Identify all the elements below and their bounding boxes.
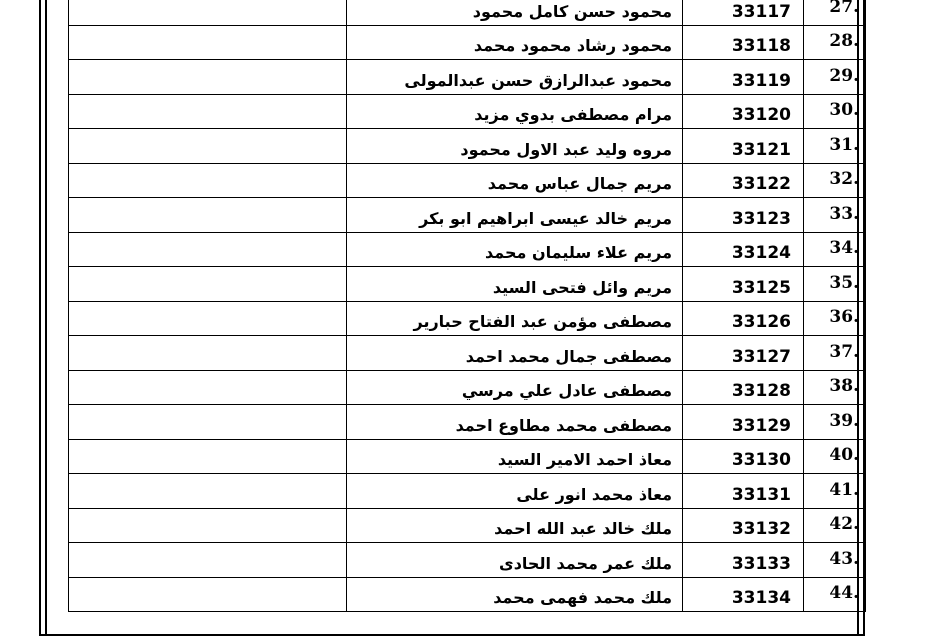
row-number-cell: 43. (804, 543, 866, 578)
blank-cell (69, 577, 347, 612)
blank-cell (69, 232, 347, 267)
blank-cell (69, 60, 347, 95)
table-row (69, 94, 866, 129)
row-number-cell: 39. (804, 405, 866, 440)
row-number-cell: 42. (804, 508, 866, 543)
row-number-cell: 34. (804, 232, 866, 267)
table-row (69, 198, 866, 233)
student-name-cell: ملك محمد فهمى محمد (347, 577, 683, 612)
blank-cell (69, 267, 347, 302)
student-code-cell: 33130 (683, 439, 804, 474)
student-name-cell: مريم وائل فتحى السيد (347, 267, 683, 302)
row-number-cell: 44. (804, 577, 866, 612)
student-name-cell: ملك عمر محمد الحادى (347, 543, 683, 578)
row-number-cell: 31. (804, 129, 866, 164)
blank-cell (69, 405, 347, 440)
blank-cell (69, 0, 347, 25)
blank-cell (69, 301, 347, 336)
student-name-cell: محمود رشاد محمود محمد (347, 25, 683, 60)
student-name-cell: مصطفى جمال محمد احمد (347, 336, 683, 371)
student-code-cell: 33125 (683, 267, 804, 302)
student-code-cell: 33133 (683, 543, 804, 578)
row-number-cell: 40. (804, 439, 866, 474)
student-code-cell: 33134 (683, 577, 804, 612)
table-row (69, 405, 866, 440)
row-number-cell: 28. (804, 25, 866, 60)
student-name-cell: محمود عبدالرازق حسن عبدالمولى (347, 60, 683, 95)
table-row (69, 232, 866, 267)
student-roster-table (68, 0, 866, 612)
student-name-cell: مرام مصطفى بدوي مزيد (347, 94, 683, 129)
student-code-cell: 33132 (683, 508, 804, 543)
table-row (69, 301, 866, 336)
table-row (69, 439, 866, 474)
blank-cell (69, 439, 347, 474)
roster-body (69, 0, 866, 612)
row-number-cell: 33. (804, 198, 866, 233)
table-row (69, 25, 866, 60)
table-row (69, 336, 866, 371)
row-number-cell: 29. (804, 60, 866, 95)
student-name-cell: مريم علاء سليمان محمد (347, 232, 683, 267)
blank-cell (69, 94, 347, 129)
student-name-cell: محمود حسن كامل محمود (347, 0, 683, 25)
student-code-cell: 33126 (683, 301, 804, 336)
table-row (69, 163, 866, 198)
student-code-cell: 33121 (683, 129, 804, 164)
blank-cell (69, 336, 347, 371)
row-number-cell: 30. (804, 94, 866, 129)
table-row (69, 0, 866, 25)
table-row (69, 474, 866, 509)
blank-cell (69, 163, 347, 198)
table-row (69, 370, 866, 405)
table-row (69, 577, 866, 612)
row-number-cell: 37. (804, 336, 866, 371)
student-name-cell: معاذ محمد انور على (347, 474, 683, 509)
row-number-cell: 38. (804, 370, 866, 405)
blank-cell (69, 508, 347, 543)
row-number-cell: 36. (804, 301, 866, 336)
student-code-cell: 33117 (683, 0, 804, 25)
student-name-cell: مصطفى مؤمن عبد الفتاح حبارير (347, 301, 683, 336)
table-row (69, 543, 866, 578)
student-code-cell: 33131 (683, 474, 804, 509)
student-name-cell: معاذ احمد الامير السيد (347, 439, 683, 474)
student-name-cell: مصطفى محمد مطاوع احمد (347, 405, 683, 440)
student-code-cell: 33128 (683, 370, 804, 405)
student-code-cell: 33123 (683, 198, 804, 233)
student-code-cell: 33122 (683, 163, 804, 198)
student-code-cell: 33120 (683, 94, 804, 129)
student-name-cell: مصطفى عادل علي مرسي (347, 370, 683, 405)
student-code-cell: 33118 (683, 25, 804, 60)
blank-cell (69, 129, 347, 164)
table-row (69, 508, 866, 543)
row-number-cell: 35. (804, 267, 866, 302)
student-name-cell: مروه وليد عبد الاول محمود (347, 129, 683, 164)
blank-cell (69, 370, 347, 405)
blank-cell (69, 474, 347, 509)
student-name-cell: مريم جمال عباس محمد (347, 163, 683, 198)
blank-cell (69, 25, 347, 60)
blank-cell (69, 198, 347, 233)
student-code-cell: 33124 (683, 232, 804, 267)
table-row (69, 60, 866, 95)
row-number-cell: 41. (804, 474, 866, 509)
row-number-cell: 27. (804, 0, 866, 25)
student-code-cell: 33129 (683, 405, 804, 440)
student-code-cell: 33127 (683, 336, 804, 371)
table-row (69, 267, 866, 302)
student-name-cell: ملك خالد عبد الله احمد (347, 508, 683, 543)
student-name-cell: مريم خالد عيسى ابراهيم ابو بكر (347, 198, 683, 233)
student-code-cell: 33119 (683, 60, 804, 95)
row-number-cell: 32. (804, 163, 866, 198)
table-row (69, 129, 866, 164)
blank-cell (69, 543, 347, 578)
